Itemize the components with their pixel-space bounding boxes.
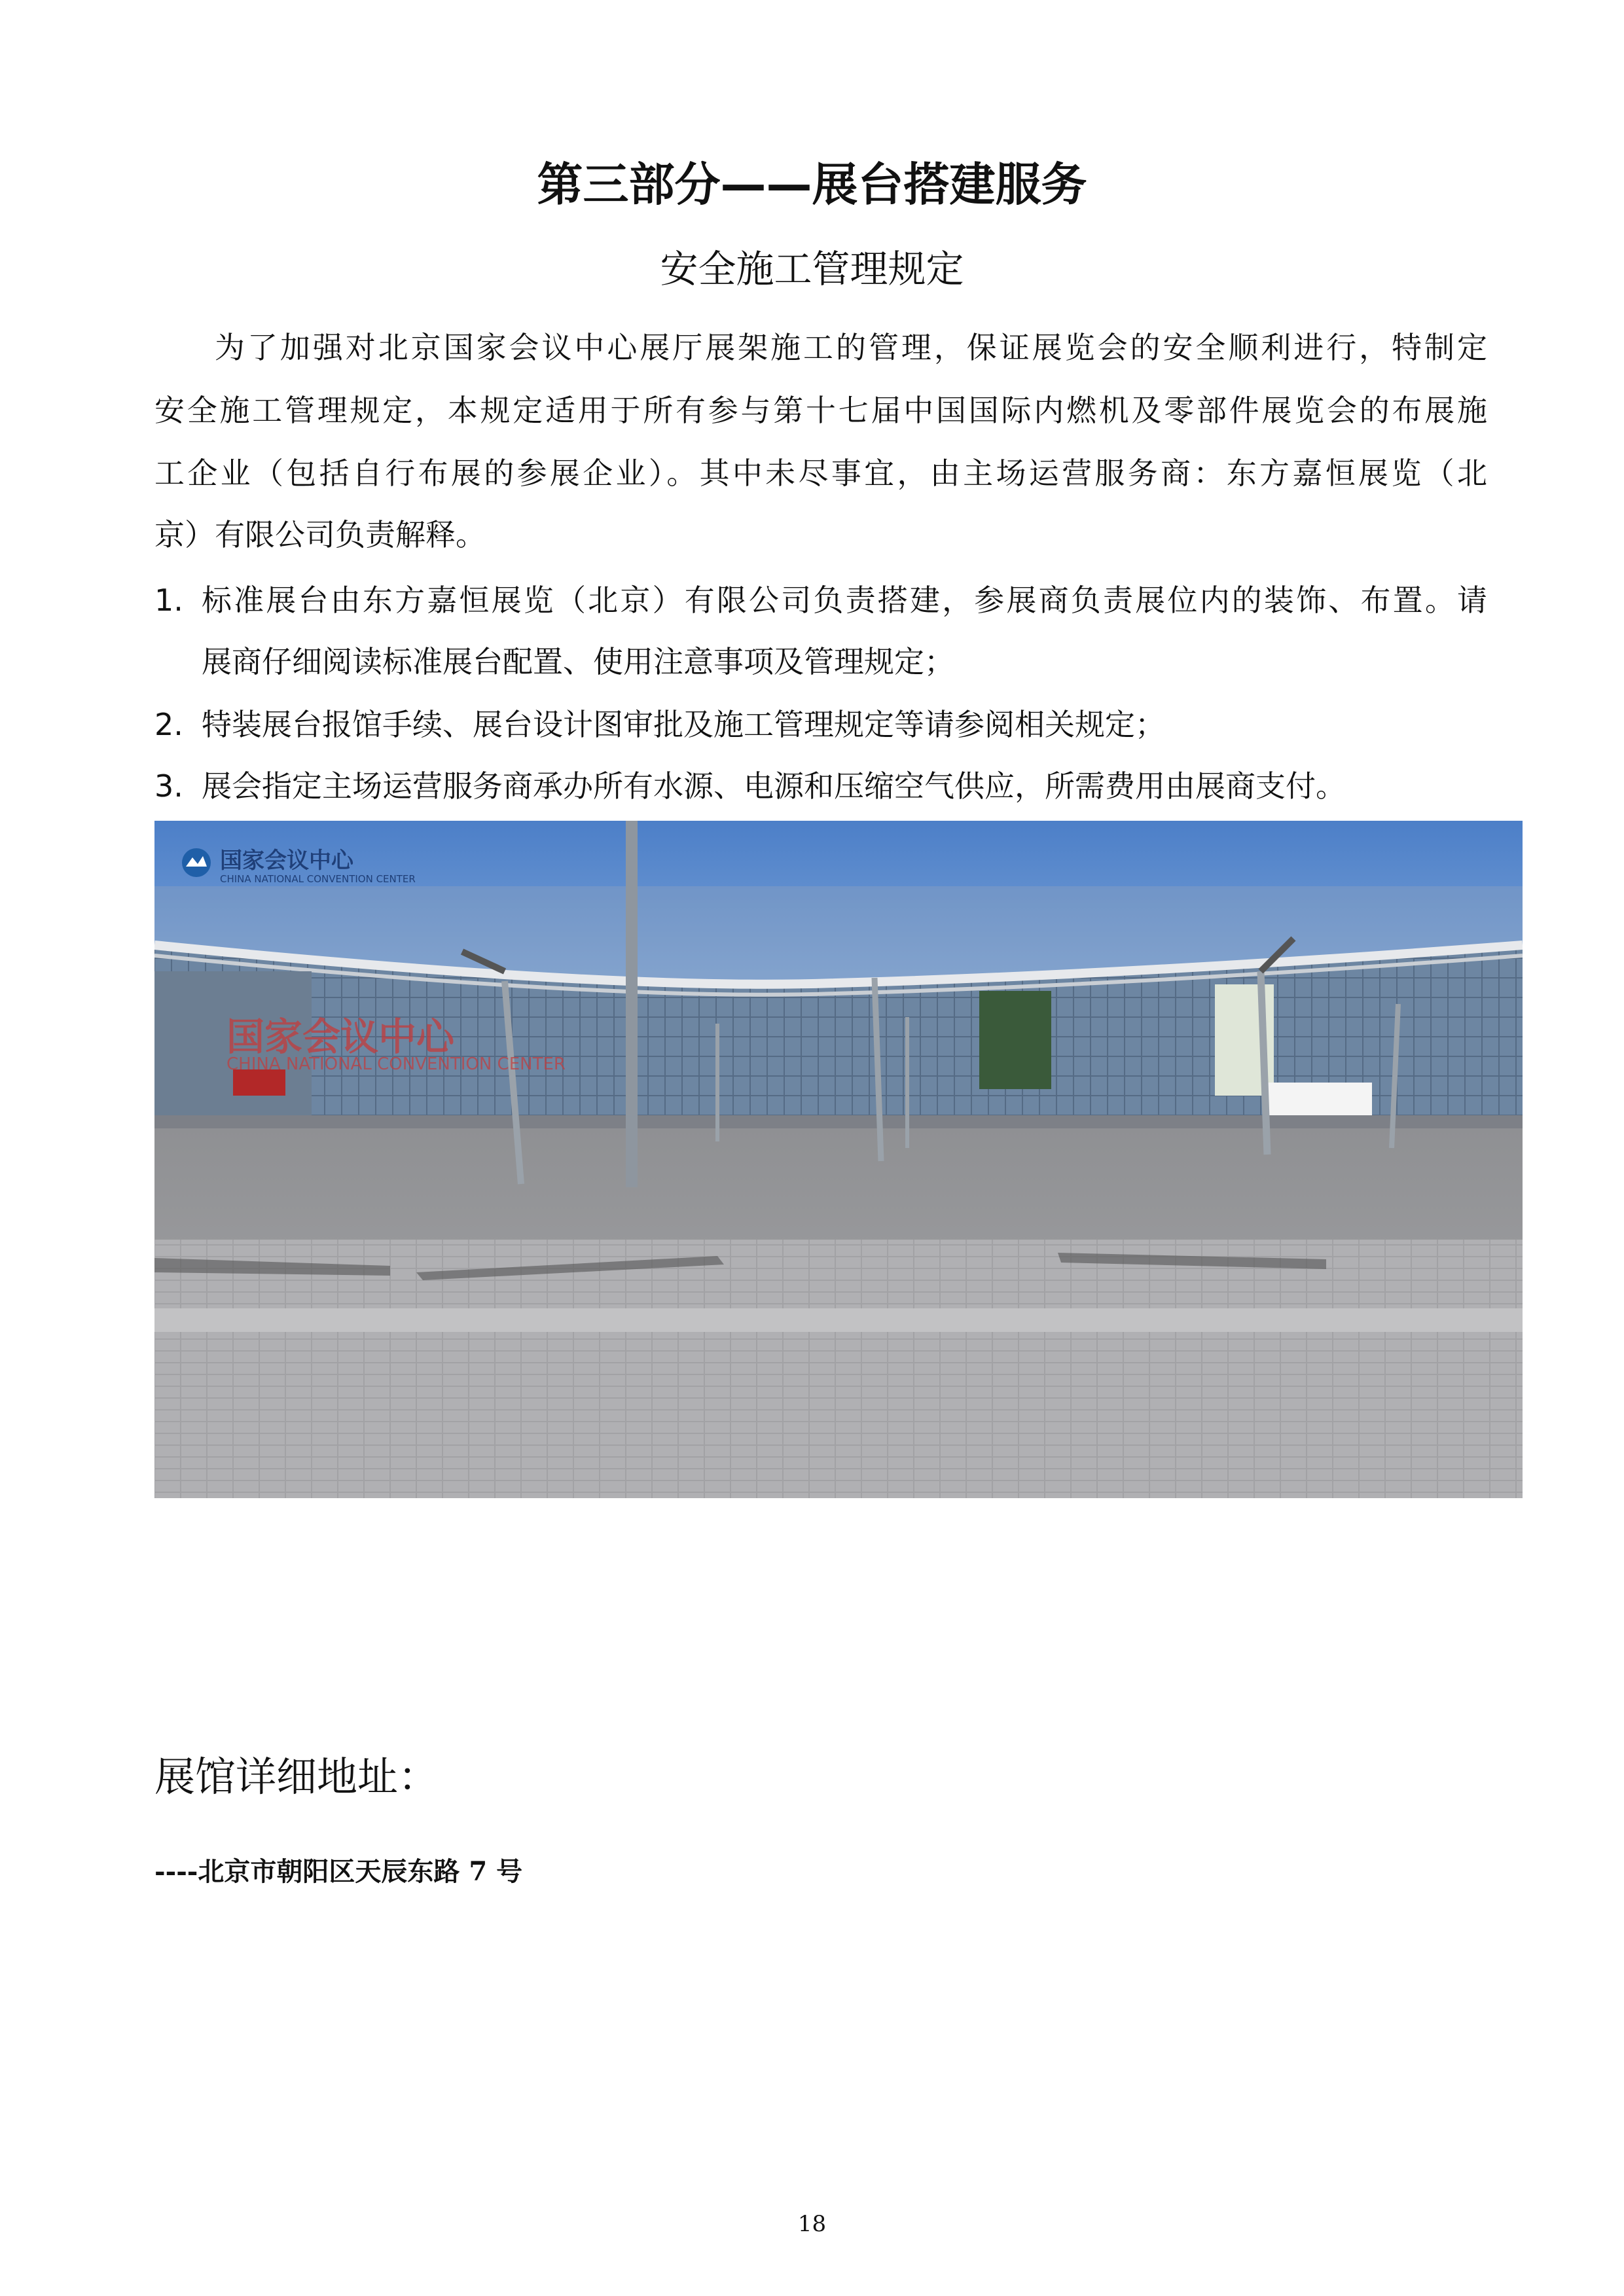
- rule-2-text: 特装展台报馆手续、展台设计图审批及施工管理规定等请参阅相关规定；: [202, 707, 1165, 742]
- page-title: 第三部分——展台搭建服务: [537, 158, 1087, 211]
- intro-line-3: 工企业（包括自行布展的参展企业）。其中未尽事宜，由主场运营服务商：东方嘉恒展览（北: [154, 456, 1487, 491]
- facade-chinese-sign: 国家会议中心: [226, 1014, 455, 1059]
- convention-center-photo: [154, 821, 1523, 1498]
- cncc-logo: [182, 848, 211, 877]
- rule-1-number: 1.: [154, 583, 183, 618]
- rule-2-number: 2.: [154, 707, 183, 742]
- intro-line-2: 安全施工管理规定，本规定适用于所有参与第十七届中国国际内燃机及零部件展览会的布展施: [154, 393, 1487, 428]
- page-number: 18: [797, 2211, 827, 2237]
- section-subtitle: 安全施工管理规定: [660, 247, 964, 291]
- rule-1-line-1: 标准展台由东方嘉恒展览（北京）有限公司负责搭建，参展商负责展位内的装饰、布置。请: [202, 583, 1487, 618]
- logo-chinese-text: 国家会议中心: [220, 848, 353, 874]
- facade-english-sign: CHINA NATIONAL CONVENTION CENTER: [226, 1054, 566, 1074]
- address-heading: 展馆详细地址：: [154, 1753, 439, 1801]
- rule-3-number: 3.: [154, 768, 183, 804]
- intro-line-1: 为了加强对北京国家会议中心展厅展架施工的管理，保证展览会的安全顺利进行，特制定: [215, 330, 1487, 365]
- rule-1-line-2: 展商仔细阅读标准展台配置、使用注意事项及管理规定；: [202, 644, 954, 679]
- address-text: ----北京市朝阳区天辰东路 7 号: [154, 1856, 523, 1887]
- rule-3-text: 展会指定主场运营服务商承办所有水源、电源和压缩空气供应，所需费用由展商支付。: [202, 768, 1346, 804]
- intro-line-4: 京）有限公司负责解释。: [154, 517, 486, 552]
- logo-english-text: CHINA NATIONAL CONVENTION CENTER: [220, 873, 416, 885]
